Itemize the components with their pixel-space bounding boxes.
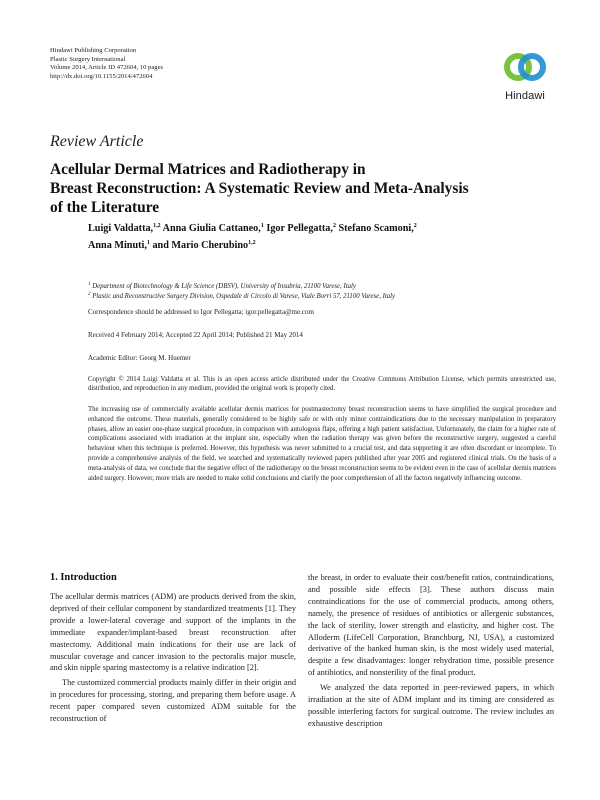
article-type: Review Article <box>50 133 144 150</box>
body-paragraph: The acellular dermis matrices (ADM) are products derived from the skin, deprived of their cellular component by standardized treatments [1]. They provide a lower-lateral coverage and support of the implants in the immediate expander/implant-based breast reconstruction after mastectomy. Additional main indications for their use are lack of muscular coverage and cancer invasion to the pectoralis major muscle, and skin nipple sparing mastectomy is a relative indication [2]. <box>50 592 296 673</box>
author-affiliation-mark: 1 <box>260 223 264 229</box>
author-name: Luigi Valdatta, <box>88 223 154 234</box>
article-title <box>50 160 570 217</box>
author-affiliation-mark: 1,2 <box>248 240 256 246</box>
journal-name: Plastic Surgery International <box>50 55 126 63</box>
body-paragraph: the breast, in order to evaluate their cost/benefit ratios, contraindications, and possible side effects [3]. These authors discuss main contraindications for the use of commercial products, among others, namely, the presence of residues of antibiotics or allergenic substances, the lack of sterility, lower strength and elasticity, and higher cost. The Alloderm (LifeCell Corporation, Branchburg, NJ, USA), a customized derivative of the banked human skin, is the most widely used material, despite a few disadvantages: longer rehydration time, possible presence of antibiotics, and nonsterility of the final product. <box>308 573 554 678</box>
affiliations <box>88 282 395 302</box>
affiliation-item: $^1$ Department of Biotechnology & Life Science (DBSV), University of Insubria, 21100 Varese, Italy <box>88 282 356 290</box>
academic-editor: Academic Editor: Georg M. Huemer <box>88 354 191 362</box>
body-paragraph: We analyzed the data reported in peer-reviewed papers, in which irradiation at the site of ADM implant and its timing are considered as possible interfering factors for surgical outcome. The review includes an exhaustive description <box>308 683 554 728</box>
correspondence: Correspondence should be addressed to Igor Pellegatta; igor.pellegatta@me.com <box>88 308 314 316</box>
author-affiliation-mark: 2 <box>332 223 336 229</box>
author-affiliation-mark: 1 <box>146 240 150 246</box>
publication-dates: Received 4 February 2014; Accepted 22 April 2014; Published 21 May 2014 <box>88 331 303 339</box>
author-affiliation-mark: 1,2 <box>153 223 161 229</box>
title-line: Acellular Dermal Matrices and Radiotherapy in <box>50 161 366 178</box>
author-name: Anna Minuti, <box>88 240 147 251</box>
publisher-name: Hindawi Publishing Corporation <box>50 47 137 54</box>
author-list <box>88 220 558 254</box>
author-name: and Mario Cherubino <box>152 240 249 251</box>
doi-link[interactable]: http://dx.doi.org/10.1155/2014/472604 <box>50 72 153 80</box>
body-column-right <box>308 572 554 730</box>
author-name: Anna Giulia Cattaneo, <box>162 223 261 234</box>
title-line: Breast Reconstruction: A Systematic Review and Meta-Analysis <box>50 180 469 197</box>
body-paragraph: The customized commercial products mainly differ in their origin and in procedures for processing, storing, and preparing them before usage. A recent paper compared seven customized ADM suitable for the reconstruction of <box>50 678 296 724</box>
author-affiliation-mark: 2 <box>413 223 417 229</box>
author-name: Stefano Scamoni, <box>338 223 414 234</box>
masthead <box>50 47 163 81</box>
affiliation-item: $^2$ Plastic and Reconstructive Surgery Division, Ospedale di Circolo di Varese, Viale Borri 57, 21100 Varese, Italy <box>88 292 396 300</box>
hindawi-logo-text: Hindawi <box>505 90 545 102</box>
section-heading-introduction: 1. Introduction <box>50 572 117 583</box>
title-line: of the Literature <box>50 199 160 216</box>
copyright-notice: Copyright © 2014 Luigi Valdatta et al. This is an open access article distributed under the Creative Commons Attribution License, which permits unrestricted use, distribution, and reproduction in any medium, provided the original work is properly cited. <box>88 376 556 393</box>
author-name: Igor Pellegatta, <box>266 223 333 234</box>
body-column-left <box>50 591 296 725</box>
abstract: The increasing use of commercially available acellular dermis matrices for postmastectomy breast reconstruction seems to have simplified the surgical procedure and enhanced the outcome. These materials, generally considered to be highly safe or with only minor contraindications due to the necessary manipulation in preparatory phases, allow an easier one-phase surgical procedure, in comparison with autologous flaps, offering a high patient satisfaction. Unfortunately, the claim for a higher rate of complications associated with irradiation at the implant site, especially when the radiation therapy was given before the reconstructive surgery, suggested a careful behaviour when this technique is preferred. However, this hypothesis was never submitted to a crucial test, and data supporting it are often discordant or incomplete. To provide a comprehensive analysis of the field, we searched and systematically reviewed papers published after year 2005 and registered clinical trials. On the basis of a meta-analysis of data, we conclude that the negative effect of the radiotherapy on the breast reconstruction seems to be evident even in the case of acellular dermis matrices aided surgery. However, more trials are needed to make solid conclusions and clarify the poor comprehension of all the factors negatively influencing outcome. <box>88 406 556 482</box>
volume-info: Volume 2014, Article ID 472604, 10 pages <box>50 64 164 72</box>
